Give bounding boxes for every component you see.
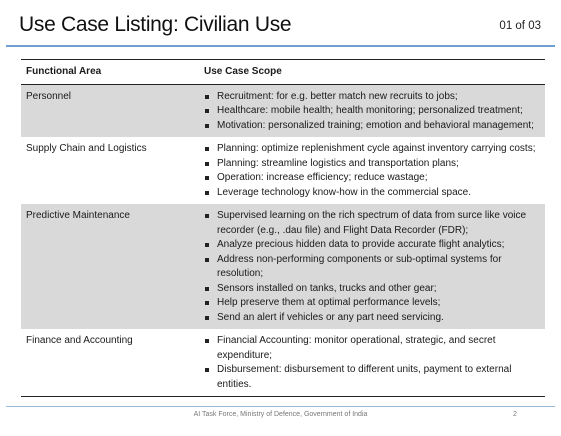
- use-case-list: [204, 209, 540, 325]
- use-case-scope-cell: [199, 329, 545, 397]
- list-item: Recruitment: for e.g. better match new recruits to jobs;: [204, 90, 540, 105]
- list-item: Address non-performing components or sub-optimal systems for resolution;: [204, 253, 540, 282]
- header-functional-area: Functional Area: [21, 60, 199, 85]
- use-case-scope-cell: [199, 137, 545, 204]
- table-row: [21, 84, 545, 137]
- slide-title: Use Case Listing: Civilian Use: [19, 13, 292, 36]
- list-item: Analyze precious hidden data to provide accurate flight analytics;: [204, 238, 540, 253]
- table-row: [21, 204, 545, 329]
- table-row: [21, 329, 545, 397]
- use-case-scope-cell: [199, 84, 545, 137]
- functional-area-cell: Personnel: [21, 84, 199, 137]
- use-case-list: [204, 90, 540, 134]
- use-case-scope-cell: [199, 204, 545, 329]
- use-case-list: [204, 142, 540, 200]
- functional-area-cell: Finance and Accounting: [21, 329, 199, 397]
- list-item: Motivation: personalized training; emotion and behavioral management;: [204, 119, 540, 134]
- list-item: Operation: increase efficiency; reduce wastage;: [204, 171, 540, 186]
- list-item: Planning: optimize replenishment cycle against inventory carrying costs;: [204, 142, 540, 157]
- list-item: Planning: streamline logistics and transportation plans;: [204, 157, 540, 172]
- page-number: 2: [513, 411, 517, 418]
- list-item: Disbursement: disbursement to different units, payment to external entities.: [204, 363, 540, 392]
- use-case-list: [204, 334, 540, 392]
- header-use-case-scope: Use Case Scope: [199, 60, 545, 85]
- footer-text: AI Task Force, Ministry of Defence, Government of India: [193, 411, 368, 418]
- list-item: Financial Accounting: monitor operational, strategic, and secret expenditure;: [204, 334, 540, 363]
- list-item: Help preserve them at optimal performance levels;: [204, 296, 540, 311]
- list-item: Healthcare: mobile health; health monitoring; personalized treatment;: [204, 104, 540, 119]
- footer-divider: [6, 406, 555, 407]
- list-item: Send an alert if vehicles or any part need servicing.: [204, 311, 540, 326]
- list-item: Leverage technology know-how in the commercial space.: [204, 186, 540, 201]
- title-divider: [6, 45, 555, 47]
- page-count: 01 of 03: [499, 20, 541, 32]
- functional-area-cell: Predictive Maintenance: [21, 204, 199, 329]
- list-item: Supervised learning on the rich spectrum of data from surce like voice recorder (e.g., .dau file) and Flight Data Recorder (FDR);: [204, 209, 540, 238]
- list-item: Sensors installed on tanks, trucks and other gear;: [204, 282, 540, 297]
- table-header-row: [21, 60, 545, 85]
- functional-area-cell: Supply Chain and Logistics: [26, 143, 147, 154]
- use-case-table: [21, 59, 545, 397]
- table-row: [21, 137, 545, 204]
